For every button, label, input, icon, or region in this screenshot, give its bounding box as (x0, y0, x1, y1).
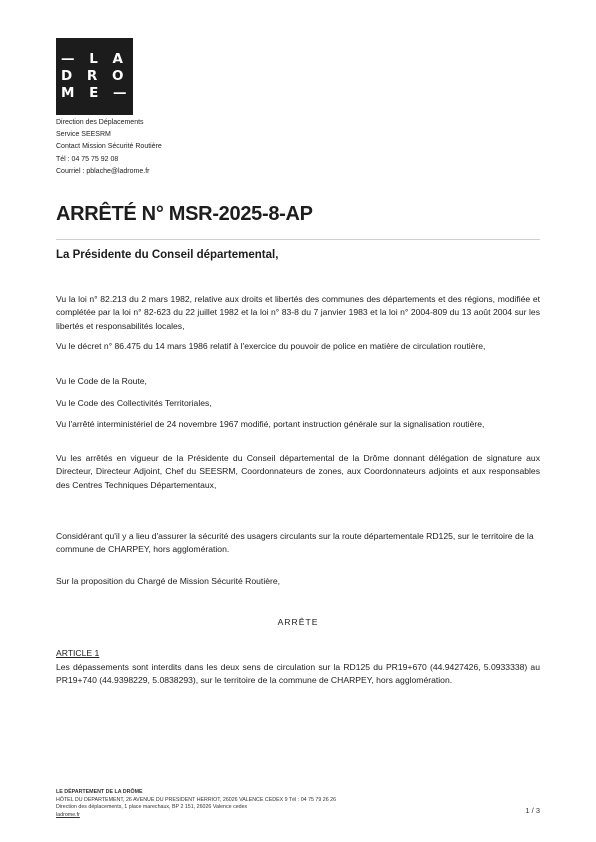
visa-paragraph: Vu le Code des Collectivités Territoriales, (56, 398, 212, 408)
title-divider (56, 239, 540, 240)
visa-paragraph: Vu le Code de la Route, (56, 376, 147, 386)
proposition-paragraph: Sur la proposition du Chargé de Mission Sécurité Routière, (56, 576, 281, 586)
article-1-text: Les dépassements sont interdits dans les deux sens de circulation sur la RD125 du PR19+670 (44.9427426, 5.0933338) au PR19+740 (44.9398229, 5.0838293), sur le territoire de la commune de CHARPEY, hors agglomération. (56, 662, 540, 686)
arrete-heading: ARRÊTE (277, 617, 319, 627)
contact-email: Courriel : pblache@ladrome.fr (56, 167, 150, 175)
la-drome-logo (56, 38, 133, 115)
visa-paragraph: Vu la loi n° 82.213 du 2 mars 1982, relative aux droits et libertés des communes des départements et des régions, modifiée et complétée par la loi n° 82-623 du 22 juillet 1982 et la loi n° 83-8 du 7 janvier 1983 et la loi n° 2004-809 du 13 août 2004 sur les libertés et responsabilités locales, (56, 294, 540, 331)
visa-paragraph: Vu l'arrêté interministériel de 24 novembre 1967 modifié, portant instruction générale sur la signalisation routière, (56, 419, 485, 429)
contact-service: Service SEESRM (56, 131, 111, 139)
logo-line-2: D R O (61, 68, 129, 84)
page-title: ARRÊTÉ N° MSR-2025-8-AP (56, 203, 313, 225)
considerant-paragraph: Considérant qu'il y a lieu d'assurer la sécurité des usagers circulants sur la route départementale RD125, sur le territoire de la commune de CHARPEY, hors agglomération. (56, 531, 534, 555)
visa-paragraph: Vu le décret n° 86.475 du 14 mars 1986 relatif à l'exercice du pouvoir de police en matière de circulation routière, (56, 341, 486, 351)
contact-direction: Direction des Déplacements (56, 119, 144, 126)
page-footer (56, 789, 336, 819)
article-1-heading: ARTICLE 1 (56, 648, 100, 658)
visa-paragraph: Vu les arrêtés en vigueur de la Présidente du Conseil départemental de la Drôme donnant délégation de signature aux Directeur, Directeur Adjoint, Chef du SEESRM, Coordonnateurs de zones, aux Coordonnateurs adjoints et aux responsables des Centres Techniques Départementaux, (56, 453, 540, 490)
contact-phone: Tél : 04 75 75 92 08 (56, 155, 119, 163)
logo-line-1: — L A (61, 51, 128, 67)
page-subtitle: La Présidente du Conseil départemental, (56, 249, 279, 261)
footer-direction: Direction des déplacements, 1 place marechaux, BP 2 151, 26026 Valence cedex (56, 804, 248, 811)
contact-block (56, 117, 162, 178)
page-number: 1 / 3 (525, 806, 540, 815)
logo-line-3: M E — (61, 85, 132, 101)
footer-website-link[interactable]: ladrome.fr (56, 811, 80, 818)
contact-mission: Contact Mission Sécurité Routière (56, 143, 162, 151)
footer-organization: LE DÉPARTEMENT DE LA DRÔME (56, 789, 143, 795)
footer-address: HÔTEL DU DEPARTEMENT, 26 AVENUE DU PRESIDENT HERRIOT, 26026 VALENCE CEDEX 9 Tél : 04 75 79 26 26 (56, 796, 337, 803)
